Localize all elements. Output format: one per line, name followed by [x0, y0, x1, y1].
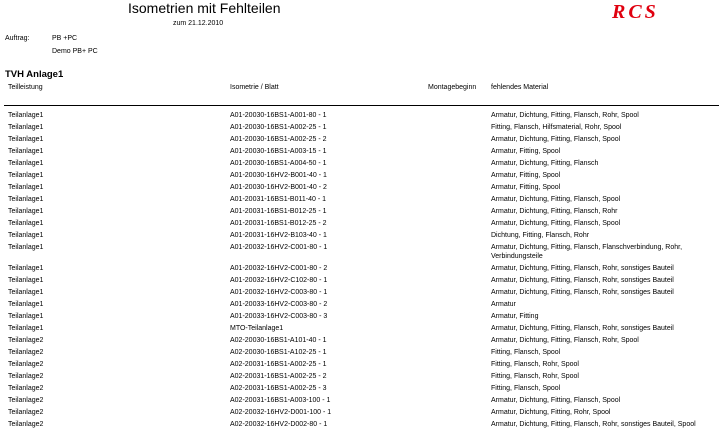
isometrie-cell: A02-20032-16HV2-D002-80 - 1 [230, 421, 328, 428]
teilleistung-cell: Teilanlage1 [8, 136, 44, 143]
material-cell: Armatur, Dichtung, Fitting, Rohr, Spool [491, 409, 611, 416]
isometrie-cell: A01-20030-16HV2-B001-40 - 2 [230, 184, 327, 191]
material-cell: Armatur, Dichtung, Fitting, Flansch, Rohr, sonstiges Bauteil [491, 265, 674, 272]
material-cell: Fitting, Flansch, Rohr, Spool [491, 361, 579, 368]
teilleistung-cell: Teilanlage1 [8, 301, 44, 308]
isometrie-cell: A02-20031-16BS1-A002-25 - 2 [230, 373, 327, 380]
isometrie-cell: A01-20030-16BS1-A002-25 - 1 [230, 124, 327, 131]
material-cell: Armatur, Dichtung, Fitting, Flansch, Rohr, sonstiges Bauteil [491, 289, 674, 296]
table-row [0, 159, 723, 171]
table-row [0, 300, 723, 312]
brand-logo: RCS [612, 1, 659, 23]
material-cell: Armatur, Dichtung, Fitting, Flansch, Rohr, sonstiges Bauteil, Spool [491, 421, 696, 428]
material-cell: Armatur [491, 301, 516, 308]
teilleistung-cell: Teilanlage1 [8, 220, 44, 227]
isometrie-cell: A01-20032-16HV2-C001-80 - 1 [230, 244, 328, 251]
table-row [0, 219, 723, 231]
table-row [0, 207, 723, 219]
auftrag-label: Auftrag: [5, 35, 30, 42]
teilleistung-cell: Teilanlage2 [8, 385, 44, 392]
material-cell: Armatur, Dichtung, Fitting, Flansch, Rohr, Spool [491, 337, 639, 344]
table-row [0, 111, 723, 123]
table-row [0, 408, 723, 420]
table-row [0, 336, 723, 348]
material-cell: Armatur, Dichtung, Fitting, Flansch, Spool [491, 220, 621, 227]
teilleistung-cell: Teilanlage2 [8, 361, 44, 368]
teilleistung-cell: Teilanlage1 [8, 208, 44, 215]
isometrie-cell: A02-20031-16BS1-A002-25 - 3 [230, 385, 327, 392]
isometrie-cell: A01-20030-16BS1-A003-15 - 1 [230, 148, 327, 155]
teilleistung-cell: Teilanlage2 [8, 373, 44, 380]
material-cell: Armatur, Dichtung, Fitting, Flansch, Rohr, sonstiges Bauteil [491, 277, 674, 284]
table-row [0, 312, 723, 324]
table-row [0, 123, 723, 135]
teilleistung-cell: Teilanlage2 [8, 349, 44, 356]
material-cell: Armatur, Dichtung, Fitting, Flansch, Rohr, sonstiges Bauteil [491, 325, 674, 332]
table-row [0, 243, 723, 264]
table-row [0, 360, 723, 372]
teilleistung-cell: Teilanlage1 [8, 184, 44, 191]
column-header-montagebeginn: Montagebeginn [428, 84, 477, 91]
table-row [0, 276, 723, 288]
material-cell: Fitting, Flansch, Spool [491, 385, 561, 392]
isometrie-cell: A02-20032-16HV2-D001-100 - 1 [230, 409, 332, 416]
teilleistung-cell: Teilanlage1 [8, 124, 44, 131]
isometrie-cell: A01-20030-16BS1-A001-80 - 1 [230, 112, 327, 119]
material-cell: Dichtung, Fitting, Flansch, Rohr [491, 232, 590, 239]
material-cell: Fitting, Flansch, Rohr, Spool [491, 373, 579, 380]
material-cell: Armatur, Dichtung, Fitting, Flansch, Rohr, Spool [491, 112, 639, 119]
isometrie-cell: A01-20031-16BS1-B011-40 - 1 [230, 196, 326, 203]
isometrie-cell: A01-20030-16BS1-A002-25 - 2 [230, 136, 327, 143]
report-date: zum 21.12.2010 [173, 20, 224, 27]
isometrie-cell: A02-20031-16BS1-A003-100 - 1 [230, 397, 331, 404]
teilleistung-cell: Teilanlage2 [8, 409, 44, 416]
table-row [0, 396, 723, 408]
isometrie-cell: A01-20032-16HV2-C102-80 - 1 [230, 277, 328, 284]
table-row [0, 171, 723, 183]
teilleistung-cell: Teilanlage1 [8, 196, 44, 203]
table-row [0, 135, 723, 147]
isometrie-cell: A02-20030-16BS1-A101-40 - 1 [230, 337, 327, 344]
table-row [0, 384, 723, 396]
material-cell: Fitting, Flansch, Spool [491, 349, 561, 356]
material-cell: Armatur, Dichtung, Fitting, Flansch, Spool [491, 397, 621, 404]
material-cell: Armatur, Dichtung, Fitting, Flansch, Flanschverbindung, Rohr, Verbindungsteile [491, 244, 683, 260]
material-cell: Armatur, Fitting, Spool [491, 184, 561, 191]
material-cell: Armatur, Fitting [491, 313, 539, 320]
table-row [0, 288, 723, 300]
teilleistung-cell: Teilanlage1 [8, 172, 44, 179]
column-header-material: fehlendes Material [491, 84, 549, 91]
table-row [0, 183, 723, 195]
table-row [0, 231, 723, 243]
report-title: Isometrien mit Fehlteilen [128, 0, 281, 16]
isometrie-cell: A01-20030-16HV2-B001-40 - 1 [230, 172, 327, 179]
teilleistung-cell: Teilanlage1 [8, 325, 44, 332]
material-cell: Armatur, Dichtung, Fitting, Flansch [491, 160, 599, 167]
teilleistung-cell: Teilanlage1 [8, 148, 44, 155]
header-divider [4, 105, 719, 106]
table-row [0, 264, 723, 276]
isometrie-cell: A01-20031-16BS1-B012-25 - 1 [230, 208, 327, 215]
table-row [0, 195, 723, 207]
isometrie-cell: A02-20031-16BS1-A002-25 - 1 [230, 361, 327, 368]
material-cell: Armatur, Dichtung, Fitting, Flansch, Rohr [491, 208, 618, 215]
teilleistung-cell: Teilanlage2 [8, 337, 44, 344]
table-row [0, 147, 723, 159]
teilleistung-cell: Teilanlage1 [8, 112, 44, 119]
teilleistung-cell: Teilanlage1 [8, 277, 44, 284]
teilleistung-cell: Teilanlage1 [8, 289, 44, 296]
isometrie-cell: A01-20033-16HV2-C003-80 - 2 [230, 301, 328, 308]
report-table-body [0, 111, 723, 432]
table-row [0, 372, 723, 384]
auftrag-value-line2: Demo PB+ PC [52, 48, 98, 55]
teilleistung-cell: Teilanlage1 [8, 313, 44, 320]
teilleistung-cell: Teilanlage1 [8, 160, 44, 167]
isometrie-cell: A01-20031-16BS1-B012-25 - 2 [230, 220, 327, 227]
material-cell: Armatur, Fitting, Spool [491, 172, 561, 179]
teilleistung-cell: Teilanlage1 [8, 244, 44, 251]
isometrie-cell: A01-20031-16HV2-B103-40 - 1 [230, 232, 327, 239]
teilleistung-cell: Teilanlage1 [8, 265, 44, 272]
isometrie-cell: A01-20032-16HV2-C001-80 - 2 [230, 265, 328, 272]
auftrag-value-line1: PB +PC [52, 35, 78, 42]
isometrie-cell: A01-20032-16HV2-C003-80 - 1 [230, 289, 328, 296]
material-cell: Fitting, Flansch, Hilfsmaterial, Rohr, Spool [491, 124, 622, 131]
isometrie-cell: A01-20030-16BS1-A004-50 - 1 [230, 160, 327, 167]
teilleistung-cell: Teilanlage2 [8, 421, 44, 428]
teilleistung-cell: Teilanlage2 [8, 397, 44, 404]
isometrie-cell: A02-20030-16BS1-A102-25 - 1 [230, 349, 327, 356]
isometrie-cell: A01-20033-16HV2-C003-80 - 3 [230, 313, 328, 320]
material-cell: Armatur, Dichtung, Fitting, Flansch, Spool [491, 196, 621, 203]
section-title: TVH Anlage1 [5, 69, 64, 80]
table-row [0, 420, 723, 432]
table-row [0, 348, 723, 360]
material-cell: Armatur, Dichtung, Fitting, Flansch, Spool [491, 136, 621, 143]
column-header-teilleistung: Teilleistung [8, 84, 43, 91]
material-cell: Armatur, Fitting, Spool [491, 148, 561, 155]
column-header-isometrie: Isometrie / Blatt [230, 84, 279, 91]
isometrie-cell: MTO-Teilanlage1 [230, 325, 284, 332]
teilleistung-cell: Teilanlage1 [8, 232, 44, 239]
table-row [0, 324, 723, 336]
